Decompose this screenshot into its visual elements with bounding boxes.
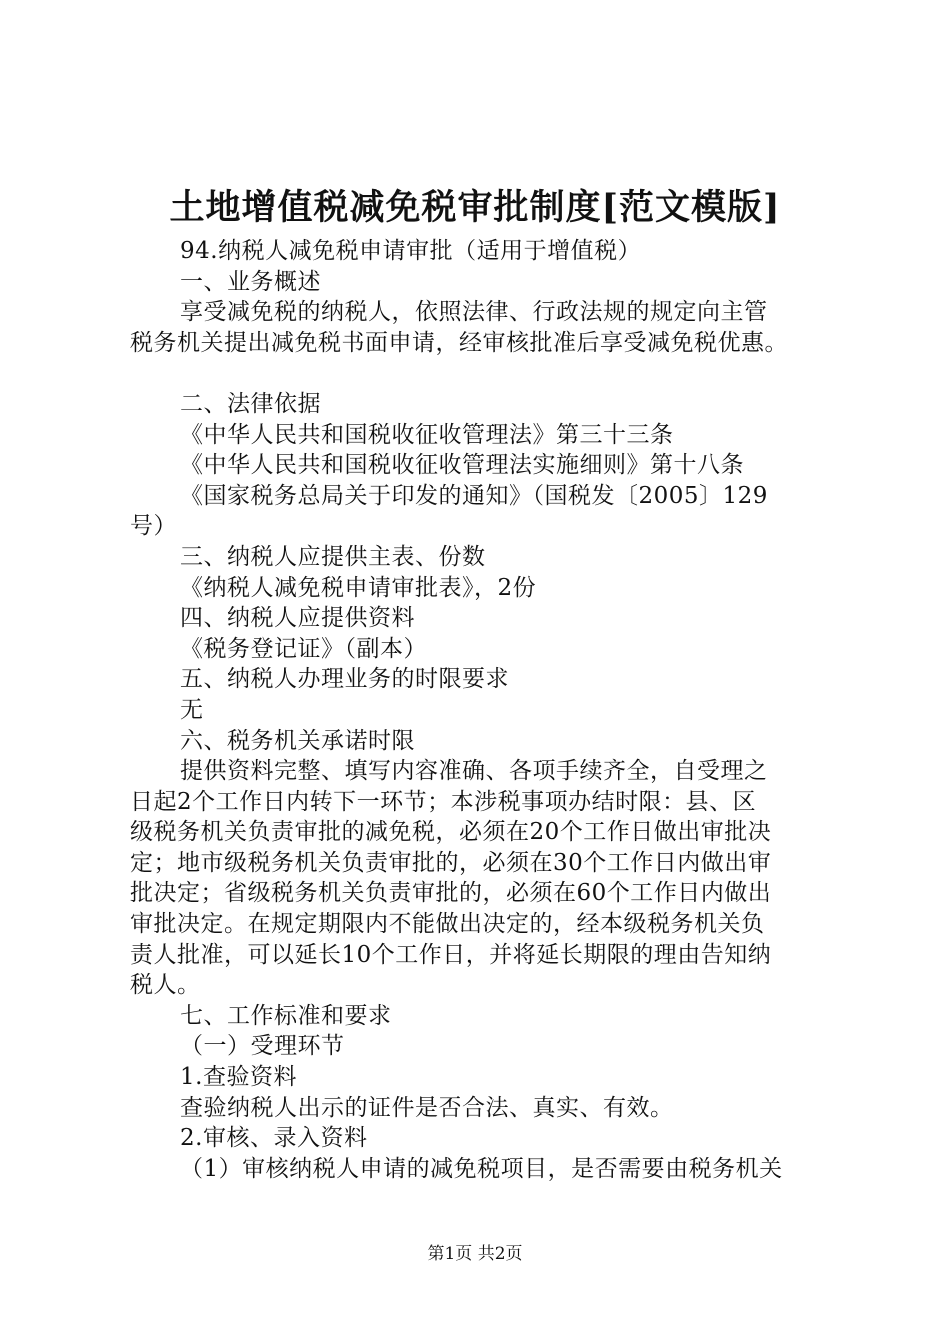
text-line: 二、法律依据 bbox=[180, 390, 321, 417]
text-line: 六、税务机关承诺时限 bbox=[180, 727, 415, 754]
text-line: 责人批准，可以延长10个工作日，并将延长期限的理由告知纳 bbox=[130, 941, 772, 968]
text-line: 批决定；省级税务机关负责审批的，必须在60个工作日内做出 bbox=[130, 880, 772, 907]
text-line: 提供资料完整、填写内容准确、各项手续齐全，自受理之 bbox=[180, 758, 768, 785]
text-line: （1）审核纳税人申请的减免税项目，是否需要由税务机关 bbox=[180, 1155, 783, 1182]
text-line: 税人。 bbox=[130, 972, 201, 999]
text-line: 1.查验资料 bbox=[180, 1064, 297, 1091]
text-line: 查验纳税人出示的证件是否合法、真实、有效。 bbox=[180, 1094, 674, 1121]
text-line: 五、纳税人办理业务的时限要求 bbox=[180, 666, 509, 693]
text-line: 日起2个工作日内转下一环节；本涉税事项办结时限：县、区 bbox=[130, 788, 757, 815]
text-line: 号） bbox=[130, 513, 177, 540]
text-line: 《中华人民共和国税收征收管理法实施细则》第十八条 bbox=[180, 452, 744, 479]
text-line: 一、业务概述 bbox=[180, 268, 321, 295]
page-footer: 第1页 共2页 bbox=[427, 1244, 523, 1264]
text-line: 无 bbox=[180, 696, 204, 723]
document-title: 土地增值税减免税审批制度[范文模版] bbox=[169, 187, 781, 228]
text-line: 《税务登记证》（副本） bbox=[180, 635, 427, 662]
text-line: 七、工作标准和要求 bbox=[180, 1002, 392, 1029]
text-line: 税务机关提出减免税书面申请，经审核批准后享受减免税优惠。 bbox=[130, 329, 788, 356]
text-line: 2.审核、录入资料 bbox=[180, 1125, 368, 1152]
document-body bbox=[130, 236, 836, 1184]
text-line: 《纳税人减免税申请审批表》，2份 bbox=[180, 574, 537, 601]
text-line: 四、纳税人应提供资料 bbox=[180, 605, 415, 632]
text-line: 定；地市级税务机关负责审批的，必须在30个工作日内做出审 bbox=[130, 849, 772, 876]
text-line: 三、纳税人应提供主表、份数 bbox=[180, 543, 486, 570]
text-line: 审批决定。在规定期限内不能做出决定的，经本级税务机关负 bbox=[130, 911, 765, 938]
blank-line bbox=[130, 358, 836, 389]
text-line: 享受减免税的纳税人，依照法律、行政法规的规定向主管 bbox=[180, 299, 768, 326]
text-line: 《中华人民共和国税收征收管理法》第三十三条 bbox=[180, 421, 674, 448]
text-line: （一）受理环节 bbox=[180, 1033, 345, 1060]
text-line: 94.纳税人减免税申请审批（适用于增值税） bbox=[180, 238, 642, 264]
text-line: 《国家税务总局关于印发的通知》（国税发〔2005〕129 bbox=[180, 482, 768, 509]
text-line: 级税务机关负责审批的减免税，必须在20个工作日做出审批决 bbox=[130, 819, 772, 846]
